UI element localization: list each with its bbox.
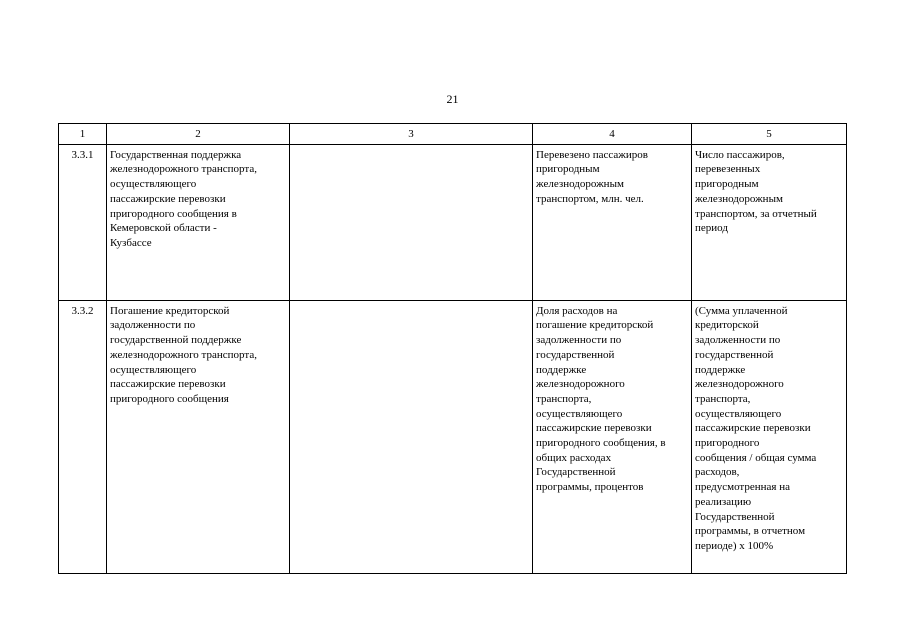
indicator-name-cell: Перевезено пассажиров пригородным железнодорожным транспортом, млн. чел. (533, 144, 692, 300)
empty-cell (290, 144, 533, 300)
column-header-5: 5 (692, 124, 847, 145)
table-row (59, 144, 847, 300)
calculation-method-cell: Число пассажиров, перевезенных пригородным железнодорожным транспортом, за отчетный период (692, 144, 847, 300)
table-row (59, 300, 847, 573)
row-number-cell: 3.3.2 (59, 300, 107, 573)
column-header-4: 4 (533, 124, 692, 145)
column-header-3: 3 (290, 124, 533, 145)
page-number: 21 (446, 92, 459, 106)
empty-cell (290, 300, 533, 573)
measure-name-cell: Погашение кредиторской задолженности по государственной поддержке железнодорожного транспорта, осуществляющего пассажирские перевозки пригородного сообщения (107, 300, 290, 573)
calculation-method-cell: (Сумма уплаченной кредиторской задолженности по государственной поддержке железнодорожного транспорта, осуществляющего пассажирские перевозки пригородного сообщения / общая сумма расходов, предусмотренная на реализацию Государственной программы, в отчетном периоде) x 100% (692, 300, 847, 573)
program-table (58, 123, 847, 574)
header-row (59, 124, 847, 145)
column-header-2: 2 (107, 124, 290, 145)
measure-name-cell: Государственная поддержка железнодорожного транспорта, осуществляющего пассажирские перевозки пригородного сообщения в Кемеровской области - Кузбассе (107, 144, 290, 300)
indicator-name-cell: Доля расходов на погашение кредиторской задолженности по государственной поддержке железнодорожного транспорта, осуществляющего пассажирские перевозки пригородного сообщения, в общих расходах Государственной программы, процентов (533, 300, 692, 573)
column-header-1: 1 (59, 124, 107, 145)
row-number-cell: 3.3.1 (59, 144, 107, 300)
